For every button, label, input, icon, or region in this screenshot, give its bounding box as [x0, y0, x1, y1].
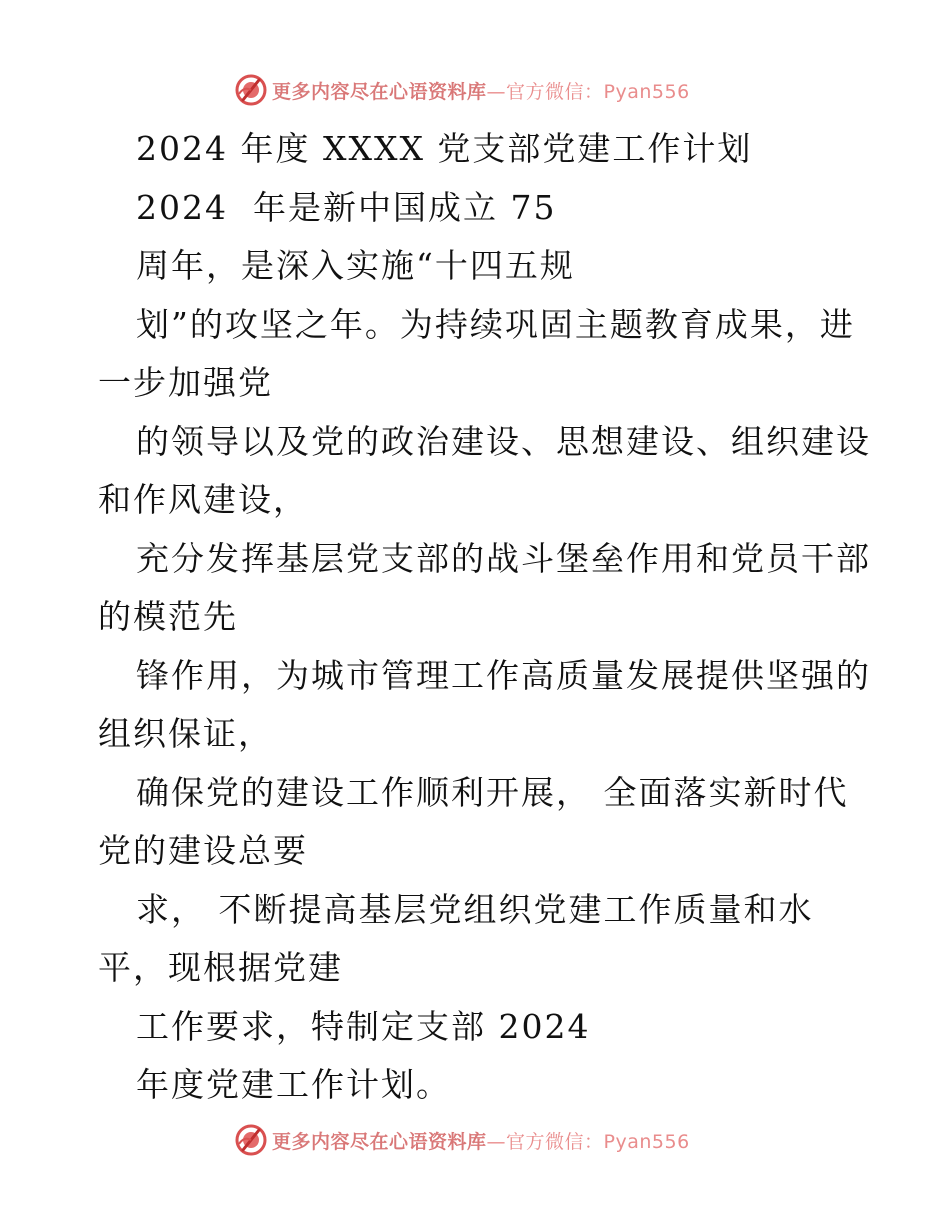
- document-line: 年度党建工作计划。: [136, 1065, 451, 1104]
- document-line: 和作风建设，: [98, 480, 308, 519]
- document-line: 的领导以及党的政治建设、思想建设、组织建设: [136, 421, 871, 461]
- red-seal-pen-icon: [234, 73, 268, 107]
- document-line: 平，现根据党建: [98, 948, 343, 987]
- document-line: 工作要求，特制定支部 2024: [136, 1006, 591, 1046]
- document-body: [98, 120, 871, 1115]
- document-line: 党的建设总要: [98, 831, 308, 870]
- footer-banner-text: 更多内容尽在心语资料库—官方微信：Pyan556: [272, 1130, 690, 1153]
- document-line: 求， 不断提高基层党组织党建工作质量和水: [136, 889, 814, 929]
- header-banner: [234, 70, 714, 110]
- document-line: 的模范先: [98, 597, 238, 636]
- footer-banner: [234, 1120, 714, 1160]
- document-line: 2024 年度 XXXX 党支部党建工作计划: [136, 129, 753, 168]
- header-banner-text: 更多内容尽在心语资料库—官方微信：Pyan556: [272, 80, 690, 103]
- document-line: 充分发挥基层党支部的战斗堡垒作用和党员干部: [136, 538, 871, 578]
- document-line: 组织保证，: [98, 714, 273, 753]
- document-line: 锋作用，为城市管理工作高质量发展提供坚强的: [136, 655, 871, 695]
- document-line: 划”的攻坚之年。为持续巩固主题教育成果，进: [136, 304, 855, 344]
- red-seal-pen-icon: [234, 1123, 268, 1157]
- document-line: 一步加强党: [98, 363, 273, 402]
- document-line: 确保党的建设工作顺利开展， 全面落实新时代: [136, 772, 849, 812]
- document-line: 周年，是深入实施“十四五规: [136, 246, 575, 285]
- document-line: 2024 年是新中国成立 75: [136, 187, 557, 227]
